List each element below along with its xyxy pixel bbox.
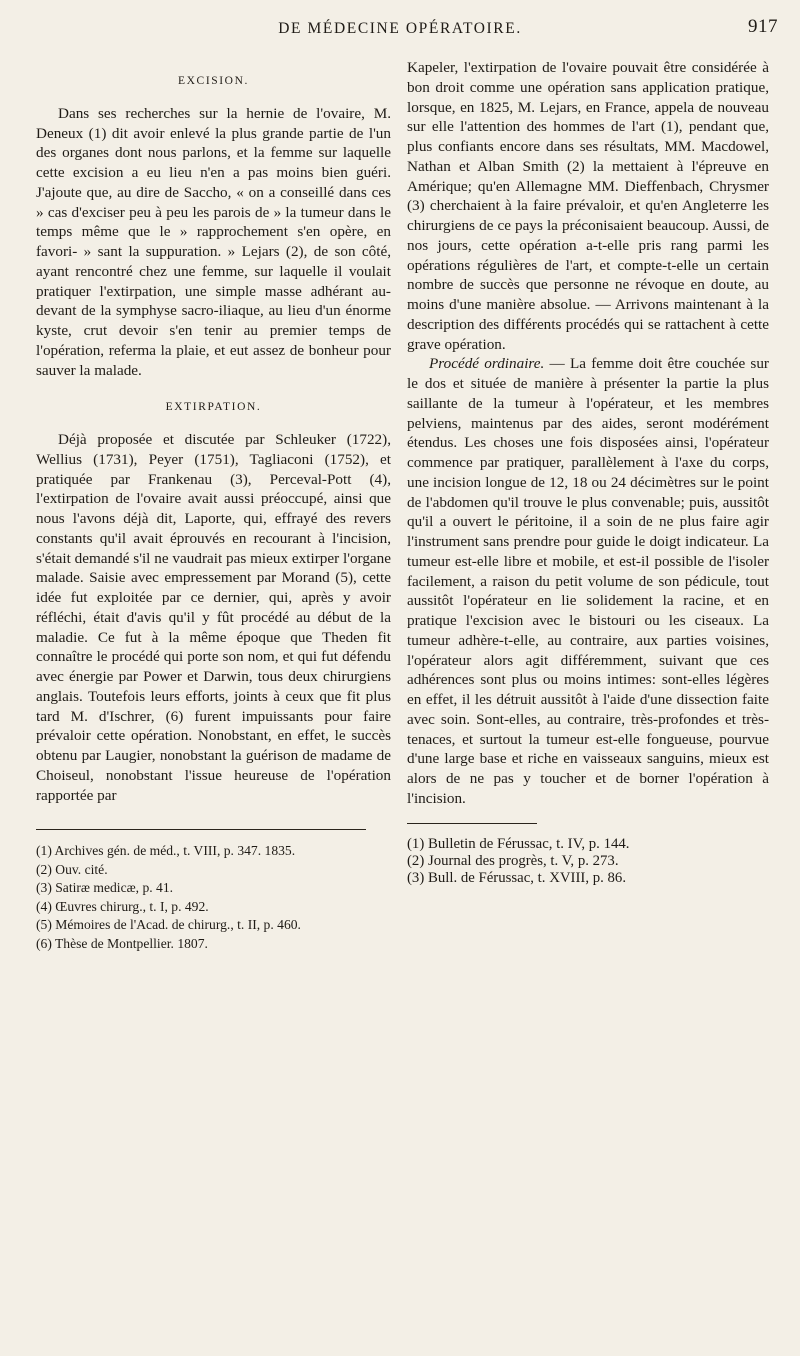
heading-excision: EXCISION. [178, 75, 249, 87]
footnote: (5) Mémoires de l'Acad. de chirurg., t. II, p. 460. [36, 917, 301, 933]
footnote: (3) Satiræ medicæ, p. 41. [36, 880, 174, 896]
footnote-rule [36, 829, 366, 830]
footnote: (1) Archives gén. de méd., t. VIII, p. 347. 1835. [36, 843, 296, 859]
footnote: (2) Journal des progrès, t. V, p. 273. [407, 852, 619, 869]
running-title: DE MÉDECINE OPÉRATOIRE. [278, 20, 522, 37]
excision-paragraph: Dans ses recherches sur la hernie de l'ovaire, M. Deneux (1) dit avoir enlevé la plus grande partie de l'un des organes dont nous parlons, et la femme sur laquelle cette excision a eu lieu n'en a pas moins bien guéri. J'ajoute que, au dire de Saccho, « on a conseillé dans ces » cas d'exciser peu à peu les parois de » la tumeur dans le temps même que le » rapprochement s'en opère, en favori- » sant la suppuration. » Lejars (2), de son côté, ayant rencontré chez une femme, sur laquelle il voulait pratiquer l'extirpation, une simple masse adhérant au-devant de la symphyse sacro-iliaque, au lieu d'un énorme kyste, crut devoir s'en tenir au premier temps de l'opération, referma la plaie, et eut assez de bonheur pour sauver la malade. [36, 104, 391, 379]
running-header [0, 14, 800, 44]
extirpation-continued-paragraph: Kapeler, l'extirpation de l'ovaire pouvait être considérée à bon droit comme une opération sans application pratique, lorsque, en 1825, M. Lejars, en France, appela de nouveau sur elle l'attention des hommes de l'art (1), pendant que, plus confiants encore dans ses résultats, MM. Macdowel, Nathan et Alban Smith (2) la mettaient à l'épreuve en Amérique; qu'en Allemagne MM. Dieffenbach, Chrysmer (3) cherchaient à la faire prévaloir, et qu'en Angleterre les chirurgiens de ce pays la préconisaient beaucoup. Aussi, de nos jours, cette opération a-t-elle pris rang parmi les opérations régulières de l'art, et compte-t-elle un certain nombre de succès que personne ne révoque en doute, au moins d'une manière absolue. — Arrivons maintenant à la description des différents procédés qui se rattachent à cette grave opération. [407, 59, 769, 353]
procede-text: — La femme doit être couchée sur le dos et située de manière à présenter la partie la plus saillante de la tumeur à l'opérateur, et les membres pelviens, maintenus par des aides, seront modérément étendus. Les choses une fois disposées ainsi, l'opérateur commence par pratiquer, parallèlement à l'axe du corps, une incision longue de 12, 18 ou 24 décimètres sur le point de l'abdomen qu'il trouve le plus convenable; puis, aussitôt qu'il a ouvert le péritoine, il a soin de ne plus faire agir l'instrument sans prendre pour guide le doigt indicateur. La tumeur est-elle libre et mobile, et est-il possible de l'isoler facilement, a raison du petit volume de son pédicule, tout aussitôt l'opérateur en lie solidement la racine, et en pratique l'excision avec le bistouri ou les ciseaux. La tumeur adhère-t-elle, au contraire, aux parties voisines, l'opérateur alors agit différemment, suivant que ces adhérences sont plus ou moins intimes: sont-elles légères en effet, il les détruit aussitôt à l'aide d'une dissection faite avec soin. Sont-elles, au contraire, très-profondes et très-tenaces, et surtout la tumeur est-elle fongueuse, pourvue d'une large base et riche en vaisseaux sanguins, mieux est alors de ne pas y toucher et de borner l'opération à l'incision. [407, 355, 769, 807]
footnote: (1) Bulletin de Férussac, t. IV, p. 144. [407, 835, 630, 852]
procede-label: Procédé ordinaire. [429, 355, 545, 373]
left-footnotes [36, 842, 391, 953]
footnote: (4) Œuvres chirurg., t. I, p. 492. [36, 898, 209, 914]
footnote: (3) Bull. de Férussac, t. XVIII, p. 86. [407, 869, 627, 886]
footnote: (6) Thèse de Montpellier. 1807. [36, 935, 208, 951]
extirpation-paragraph: Déjà proposée et discutée par Schleuker (1722), Wellius (1731), Peyer (1751), Tagliaconi (1752), et pratiquée par Frankenau (3), Perceval-Pott (4), l'extirpation de l'ovaire avait aussi préoccupé, ainsi que nous l'avons déjà dit, Laporte, qui, effrayé des revers constants qu'il avait éprouvés en recourant à l'incision, s'était demandé s'il ne vaudrait pas mieux extirper l'organe malade. Saisie avec empressement par Morand (5), cette idée fut exploitée par ce dernier, qui, après y avoir réfléchi, était d'avis qu'il y fût procédé au début de la maladie. Ce fut à la même époque que Theden fit connaître le procédé qui porte son nom, et qui fut défendu avec énergie par Power et Darwin, tous deux chirurgiens anglais. Toutefois leurs efforts, joints à ceux que fit plus tard M. d'Ischrer, (6) furent impuissants pour faire prévaloir cette opération. Nonobstant, en effet, le succès obtenu par Laugier, nonobstant la guérison de madame de Choiseul, nonobstant l'issue heureuse de l'opération rapportée par [36, 431, 391, 804]
procede-paragraph [407, 354, 769, 808]
right-footnotes [407, 836, 769, 887]
page-number: 917 [748, 16, 778, 37]
left-column [36, 66, 391, 953]
right-column [407, 58, 769, 887]
footnote: (2) Ouv. cité. [36, 861, 108, 877]
footnote-rule [407, 823, 537, 824]
heading-extirpation: EXTIRPATION. [165, 401, 262, 414]
